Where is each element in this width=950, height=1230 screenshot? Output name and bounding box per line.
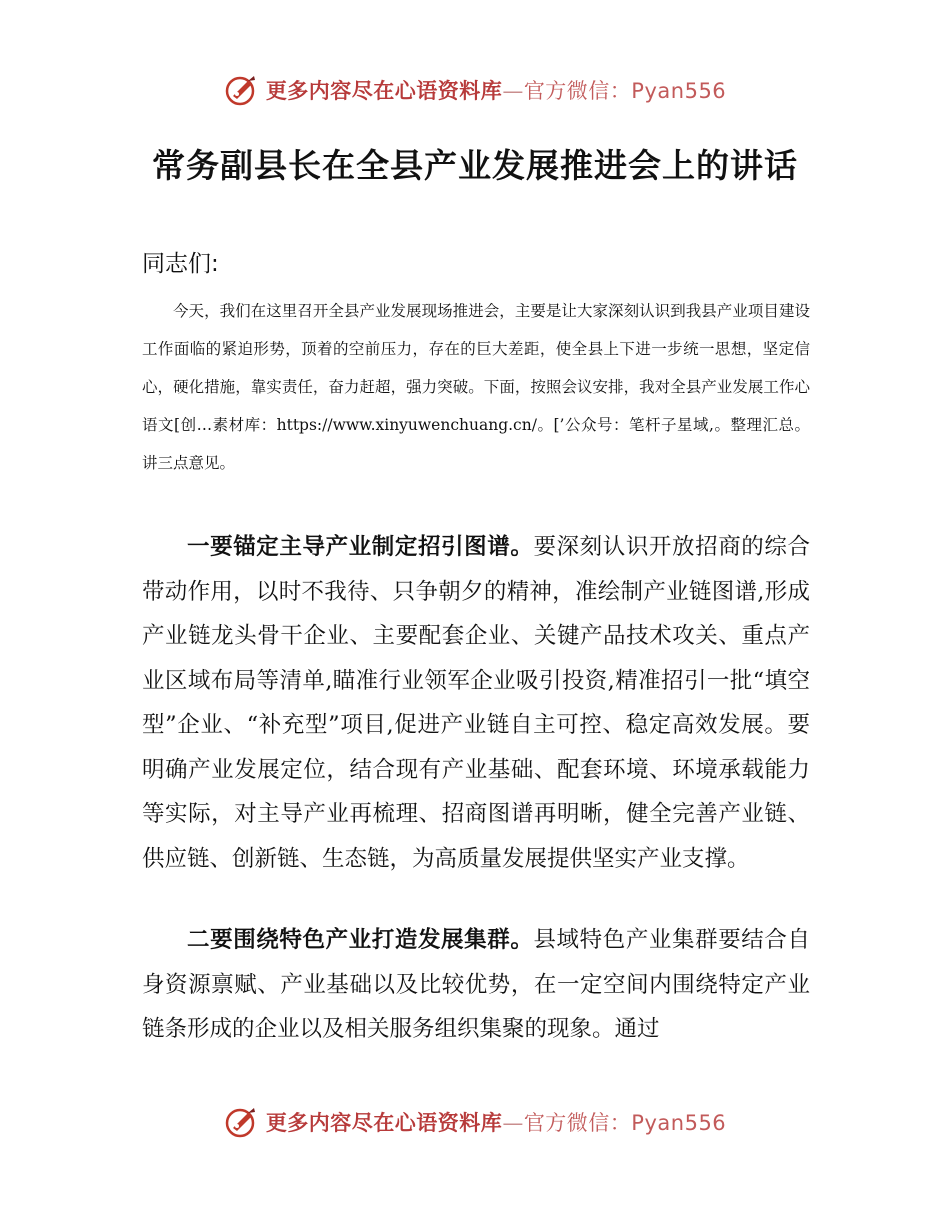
section-body-1: 要深刻认识开放招商的综合带动作用，以时不我待、只争朝夕的精神，准绘制产业链图谱,形成产业链龙头骨干企业、主要配套企业、关键产品技术攻关、重点产业区域布局等清单,瞄准行业领军企业吸引投资,精准招引一批“填空型”企业、“补充型”项目,促进产业链自主可控、稳定高效发展。要明确产业发展定位，结合现有产业基础、配套环境、环境承载能力等实际，对主导产业再梳理、招商图谱再明晰，健全完善产业链、供应链、创新链、生态链，为高质量发展提供坚实产业支撑。 xyxy=(142,534,810,872)
greeting: 同志们: xyxy=(142,251,219,277)
section-heading-1: 一要锚定主导产业制定招引图谱。 xyxy=(187,534,534,560)
section-paragraph-2 xyxy=(142,918,810,1052)
quill-logo-icon xyxy=(224,72,260,108)
banner-text xyxy=(266,75,726,105)
intro-paragraph: 今天，我们在这里召开全县产业发展现场推进会，主要是让大家深刻认识到我县产业项目建设工作面临的紧迫形势，顶着的空前压力，存在的巨大差距，使全县上下进一步统一思想，坚定信心，硬化措施，靠实责任，奋力赶超，强力突破。下面，按照会议安排，我对全县产业发展工作心语文[创…素材库：https://www.xinyuwenchuang.cn/。[’公众号：笔杆子星域,。整理汇总。讲三点意见。 xyxy=(142,302,810,472)
section-paragraph-1 xyxy=(142,525,810,881)
banner-brand: 更多内容尽在心语资料库 xyxy=(265,1111,503,1135)
header-banner xyxy=(0,68,950,112)
footer-banner xyxy=(0,1100,950,1144)
quill-logo-icon xyxy=(224,1104,260,1140)
banner-dash: — xyxy=(502,79,524,103)
banner-dash: — xyxy=(502,1111,524,1135)
banner-brand: 更多内容尽在心语资料库 xyxy=(265,79,503,103)
banner-wechat: 官方微信：Pyan556 xyxy=(523,1111,727,1135)
banner-text xyxy=(266,1107,726,1137)
document-title: 常务副县长在全县产业发展推进会上的讲话 xyxy=(152,146,798,185)
banner-wechat: 官方微信：Pyan556 xyxy=(523,79,727,103)
section-heading-2: 二要围绕特色产业打造发展集群。 xyxy=(187,927,534,953)
section-body-2: 县域特色产业集群要结合自身资源禀赋、产业基础以及比较优势，在一定空间内围绕特定产业链条形成的企业以及相关服务组织集聚的现象。通过 xyxy=(142,927,810,1042)
